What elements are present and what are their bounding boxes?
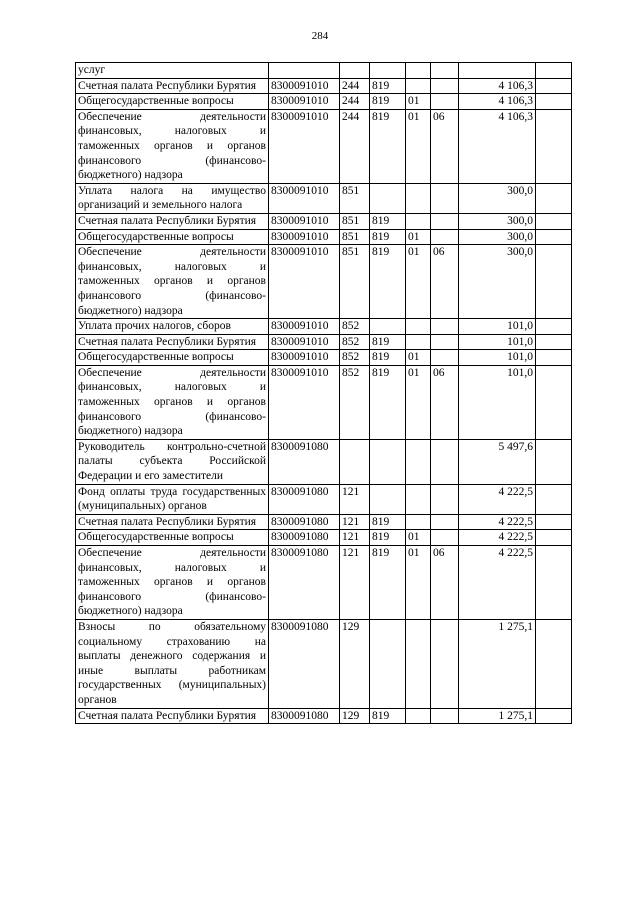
amount-cell: 101,0 — [459, 334, 536, 350]
section-code-cell — [406, 484, 431, 514]
subsection-code-cell — [431, 334, 459, 350]
expense-type-code-cell: 244 — [340, 78, 370, 94]
chief-administrator-code-cell: 819 — [370, 94, 406, 110]
table-row — [76, 484, 572, 514]
subsection-code-cell — [431, 619, 459, 708]
target-article-code-cell: 8300091080 — [269, 439, 340, 484]
table-row — [76, 245, 572, 319]
row-name-cell: Руководитель контрольно-счетной палаты субъекта Российской Федерации и его заместители — [76, 439, 269, 484]
table-row — [76, 708, 572, 724]
chief-administrator-code-cell — [370, 183, 406, 213]
target-article-code-cell: 8300091010 — [269, 334, 340, 350]
expense-type-code-cell: 851 — [340, 213, 370, 229]
amount-cell: 300,0 — [459, 183, 536, 213]
table-row — [76, 514, 572, 530]
row-name-cell: Обеспечение деятельности финансовых, налоговых и таможенных органов и органов финансового (финансово-бюджетного) надзора — [76, 546, 269, 620]
amount-cell: 1 275,1 — [459, 619, 536, 708]
section-code-cell — [406, 439, 431, 484]
amount-cell: 300,0 — [459, 229, 536, 245]
expense-type-code-cell: 121 — [340, 546, 370, 620]
target-article-code-cell — [269, 63, 340, 79]
row-name-cell: услуг — [76, 63, 269, 79]
expense-type-code-cell: 121 — [340, 530, 370, 546]
page-number: 284 — [311, 30, 329, 42]
extra-cell — [536, 78, 572, 94]
section-code-cell: 01 — [406, 350, 431, 366]
target-article-code-cell: 8300091080 — [269, 546, 340, 620]
row-name-cell: Общегосударственные вопросы — [76, 229, 269, 245]
table-row — [76, 439, 572, 484]
expense-type-code-cell: 129 — [340, 708, 370, 724]
expense-type-code-cell: 852 — [340, 350, 370, 366]
extra-cell — [536, 319, 572, 335]
extra-cell — [536, 546, 572, 620]
target-article-code-cell: 8300091010 — [269, 319, 340, 335]
chief-administrator-code-cell: 819 — [370, 229, 406, 245]
table-row — [76, 530, 572, 546]
row-name-cell: Взносы по обязательному социальному страхованию на выплаты денежного содержания и иные выплаты работникам государственных (муниципальных) органов — [76, 619, 269, 708]
table-row — [76, 78, 572, 94]
expense-type-code-cell: 129 — [340, 619, 370, 708]
extra-cell — [536, 213, 572, 229]
section-code-cell: 01 — [406, 530, 431, 546]
target-article-code-cell: 8300091010 — [269, 350, 340, 366]
section-code-cell — [406, 319, 431, 335]
expense-type-code-cell: 851 — [340, 183, 370, 213]
subsection-code-cell: 06 — [431, 546, 459, 620]
target-article-code-cell: 8300091010 — [269, 245, 340, 319]
chief-administrator-code-cell: 819 — [370, 78, 406, 94]
chief-administrator-code-cell: 819 — [370, 708, 406, 724]
table-row — [76, 619, 572, 708]
expense-type-code-cell: 121 — [340, 514, 370, 530]
table-row — [76, 63, 572, 79]
expense-type-code-cell: 851 — [340, 245, 370, 319]
expense-type-code-cell: 244 — [340, 109, 370, 183]
extra-cell — [536, 619, 572, 708]
target-article-code-cell: 8300091080 — [269, 708, 340, 724]
section-code-cell — [406, 63, 431, 79]
amount-cell: 4 222,5 — [459, 546, 536, 620]
subsection-code-cell — [431, 514, 459, 530]
table-row — [76, 334, 572, 350]
expense-type-code-cell: 852 — [340, 365, 370, 439]
subsection-code-cell — [431, 78, 459, 94]
amount-cell: 101,0 — [459, 319, 536, 335]
table-row — [76, 546, 572, 620]
amount-cell: 4 222,5 — [459, 514, 536, 530]
section-code-cell — [406, 514, 431, 530]
target-article-code-cell: 8300091010 — [269, 213, 340, 229]
expense-type-code-cell: 852 — [340, 319, 370, 335]
section-code-cell: 01 — [406, 245, 431, 319]
section-code-cell: 01 — [406, 94, 431, 110]
table-row — [76, 319, 572, 335]
table-row — [76, 213, 572, 229]
extra-cell — [536, 439, 572, 484]
row-name-cell: Фонд оплаты труда государственных (муниципальных) органов — [76, 484, 269, 514]
chief-administrator-code-cell: 819 — [370, 546, 406, 620]
chief-administrator-code-cell: 819 — [370, 530, 406, 546]
amount-cell: 101,0 — [459, 365, 536, 439]
amount-cell — [459, 63, 536, 79]
table-row — [76, 109, 572, 183]
section-code-cell: 01 — [406, 546, 431, 620]
amount-cell: 4 106,3 — [459, 78, 536, 94]
expense-type-code-cell: 244 — [340, 94, 370, 110]
target-article-code-cell: 8300091080 — [269, 514, 340, 530]
extra-cell — [536, 334, 572, 350]
amount-cell: 4 222,5 — [459, 484, 536, 514]
extra-cell — [536, 63, 572, 79]
subsection-code-cell: 06 — [431, 365, 459, 439]
subsection-code-cell: 06 — [431, 109, 459, 183]
row-name-cell: Обеспечение деятельности финансовых, налоговых и таможенных органов и органов финансового (финансово-бюджетного) надзора — [76, 365, 269, 439]
subsection-code-cell — [431, 213, 459, 229]
row-name-cell: Обеспечение деятельности финансовых, налоговых и таможенных органов и органов финансового (финансово-бюджетного) надзора — [76, 245, 269, 319]
target-article-code-cell: 8300091010 — [269, 109, 340, 183]
table-row — [76, 350, 572, 366]
table-row — [76, 365, 572, 439]
chief-administrator-code-cell: 819 — [370, 109, 406, 183]
row-name-cell: Счетная палата Республики Бурятия — [76, 708, 269, 724]
chief-administrator-code-cell: 819 — [370, 365, 406, 439]
subsection-code-cell — [431, 530, 459, 546]
expense-type-code-cell: 121 — [340, 484, 370, 514]
extra-cell — [536, 530, 572, 546]
row-name-cell: Уплата налога на имущество организаций и земельного налога — [76, 183, 269, 213]
chief-administrator-code-cell — [370, 484, 406, 514]
section-code-cell — [406, 619, 431, 708]
section-code-cell — [406, 183, 431, 213]
amount-cell: 4 106,3 — [459, 94, 536, 110]
amount-cell: 5 497,6 — [459, 439, 536, 484]
row-name-cell: Счетная палата Республики Бурятия — [76, 514, 269, 530]
row-name-cell: Общегосударственные вопросы — [76, 530, 269, 546]
section-code-cell — [406, 708, 431, 724]
extra-cell — [536, 514, 572, 530]
row-name-cell: Обеспечение деятельности финансовых, налоговых и таможенных органов и органов финансового (финансово-бюджетного) надзора — [76, 109, 269, 183]
amount-cell: 4 106,3 — [459, 109, 536, 183]
chief-administrator-code-cell: 819 — [370, 213, 406, 229]
target-article-code-cell: 8300091010 — [269, 94, 340, 110]
extra-cell — [536, 484, 572, 514]
chief-administrator-code-cell — [370, 319, 406, 335]
target-article-code-cell: 8300091010 — [269, 78, 340, 94]
extra-cell — [536, 245, 572, 319]
budget-table-body — [76, 63, 572, 724]
section-code-cell — [406, 213, 431, 229]
expense-type-code-cell: 851 — [340, 229, 370, 245]
subsection-code-cell — [431, 350, 459, 366]
extra-cell — [536, 708, 572, 724]
row-name-cell: Уплата прочих налогов, сборов — [76, 319, 269, 335]
expense-type-code-cell — [340, 63, 370, 79]
subsection-code-cell — [431, 708, 459, 724]
target-article-code-cell: 8300091010 — [269, 183, 340, 213]
amount-cell: 1 275,1 — [459, 708, 536, 724]
extra-cell — [536, 350, 572, 366]
row-name-cell: Счетная палата Республики Бурятия — [76, 78, 269, 94]
extra-cell — [536, 109, 572, 183]
amount-cell: 4 222,5 — [459, 530, 536, 546]
subsection-code-cell — [431, 94, 459, 110]
chief-administrator-code-cell — [370, 439, 406, 484]
table-row — [76, 229, 572, 245]
chief-administrator-code-cell: 819 — [370, 350, 406, 366]
target-article-code-cell: 8300091080 — [269, 530, 340, 546]
extra-cell — [536, 365, 572, 439]
chief-administrator-code-cell — [370, 619, 406, 708]
section-code-cell: 01 — [406, 229, 431, 245]
section-code-cell: 01 — [406, 365, 431, 439]
subsection-code-cell — [431, 63, 459, 79]
chief-administrator-code-cell — [370, 63, 406, 79]
row-name-cell: Общегосударственные вопросы — [76, 94, 269, 110]
table-row — [76, 183, 572, 213]
extra-cell — [536, 94, 572, 110]
target-article-code-cell: 8300091010 — [269, 365, 340, 439]
chief-administrator-code-cell: 819 — [370, 245, 406, 319]
row-name-cell: Общегосударственные вопросы — [76, 350, 269, 366]
chief-administrator-code-cell: 819 — [370, 514, 406, 530]
subsection-code-cell — [431, 484, 459, 514]
target-article-code-cell: 8300091010 — [269, 229, 340, 245]
subsection-code-cell: 06 — [431, 245, 459, 319]
expense-type-code-cell — [340, 439, 370, 484]
extra-cell — [536, 229, 572, 245]
section-code-cell — [406, 334, 431, 350]
expense-type-code-cell: 852 — [340, 334, 370, 350]
extra-cell — [536, 183, 572, 213]
subsection-code-cell — [431, 183, 459, 213]
row-name-cell: Счетная палата Республики Бурятия — [76, 213, 269, 229]
table-row — [76, 94, 572, 110]
target-article-code-cell: 8300091080 — [269, 619, 340, 708]
section-code-cell: 01 — [406, 109, 431, 183]
target-article-code-cell: 8300091080 — [269, 484, 340, 514]
section-code-cell — [406, 78, 431, 94]
subsection-code-cell — [431, 229, 459, 245]
amount-cell: 300,0 — [459, 213, 536, 229]
amount-cell: 300,0 — [459, 245, 536, 319]
row-name-cell: Счетная палата Республики Бурятия — [76, 334, 269, 350]
amount-cell: 101,0 — [459, 350, 536, 366]
budget-table — [75, 62, 572, 724]
subsection-code-cell — [431, 439, 459, 484]
chief-administrator-code-cell: 819 — [370, 334, 406, 350]
subsection-code-cell — [431, 319, 459, 335]
